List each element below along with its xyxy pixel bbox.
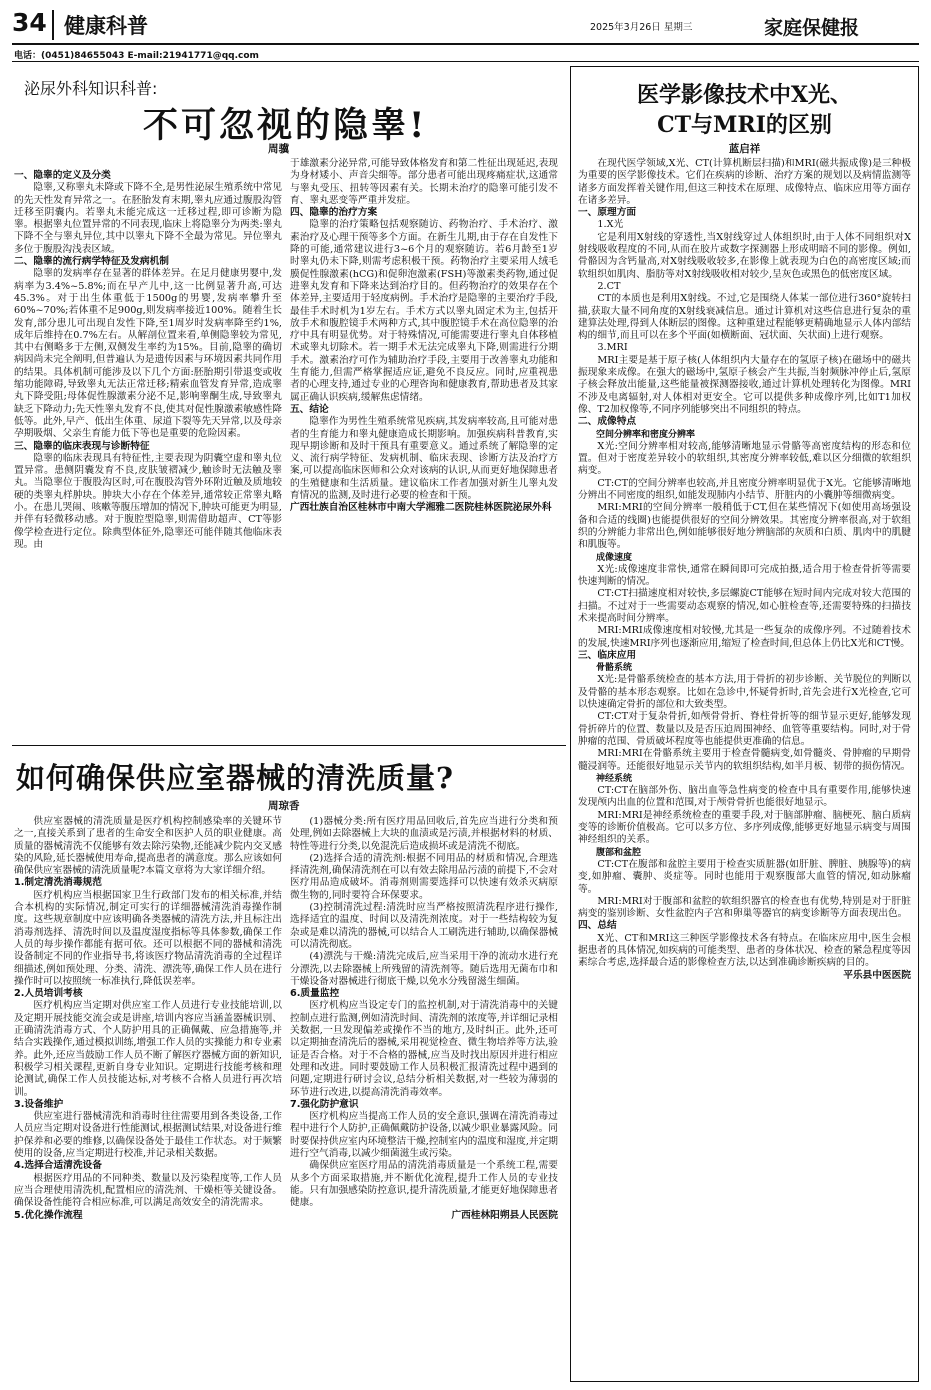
subsection-heading: 骨骼系统 (596, 663, 633, 674)
section-heading: 四、总结 (578, 920, 617, 932)
article2-author: 周琼香 (268, 800, 300, 812)
section-heading: 一、隐睾的定义及分类 (14, 170, 111, 181)
paragraph: 1.X光 (597, 219, 624, 231)
paragraph: CT:CT在脑部外伤、脑出血等急性病变的检查中具有重要作用,能够快速发现颅内出血的位置和范围,对于颅骨骨折也能很好地显示。 (578, 785, 911, 809)
subsection-heading: 神经系统 (596, 773, 633, 784)
paragraph: 供应室进行器械清洗和消毒时往往需要用到各类设备,工作人员应当定期对设备进行性能测试,根据测试结果,对设备进行维护保养和必要的维修,以确保设备处于最佳工作状态。对于频繁使用的设备,应当定期进行校准,并记录相关数据。 (14, 1111, 282, 1160)
article1-author: 周骥 (268, 143, 289, 155)
paragraph: CT:CT扫描速度相对较快,多层螺旋CT能够在短时间内完成对较大范围的扫描。不过对于一些需要动态观察的情况,如心脏检查等,还需要特殊的扫描技术来提高时间分辨率。 (578, 588, 911, 624)
article3-author: 蓝启祥 (728, 143, 761, 155)
paragraph: (3)控制清洗过程:清洗时应当严格按照清洗程序进行操作,选择适宜的温度、时间以及清洗剂浓度。对于一些结构较为复杂或是难以清洗的器械,可以结合人工刷洗进行辅助,以确保器械可以清洗彻底。 (290, 902, 558, 950)
paragraph: X光:是骨骼系统检查的基本方法,用于骨折的初步诊断、关节脱位的判断以及骨骼的基本形态观察。比如在急诊中,怀疑骨折时,首先会进行X光检查,它可以快速确定骨折的部位和大致类型。 (578, 674, 911, 711)
paragraph: MRI主要是基于原子核(人体组织内大量存在的氢原子核)在磁场中的磁共振现象来成像。在强大的磁场中,氢原子核会产生共振,当射频脉冲停止后,氢原子核会释放出能量,这些能量被探测器接收,通过计算机处理转化为图像。MRI不涉及电离辐射,对人体相对更安全。它可以提供多种成像序列,比如T1加权像、T2加权像等,不同序列能够突出不同组织的特点。 (578, 354, 911, 415)
paragraph: MRI:MRI是神经系统检查的重要手段,对于脑部肿瘤、脑梗死、脑白质病变等的诊断价值极高。它可以多方位、多序列成像,能够更好地显示病变与周围神经组织的关系。 (578, 809, 911, 846)
subsection-heading: 空间分辨率和密度分辨率 (596, 429, 696, 440)
paragraph: 隐睾的临床表现具有特征性,主要表现为阴囊空虚和睾丸位置异常。患侧阴囊发育不良,皮肤皱褶减少,触诊时无法触及睾丸。当隐睾位于腹股沟区时,可在腹股沟管外环附近触及质地较硬的类睾丸样肿块。肿块大小存在个体差异,通常较正常睾丸略小。在患儿哭闹、咳嗽等腹压增加的情况下,肿块可能更为明显,并伴有轻微移动感。对于腹腔型隐睾,则需借助超声、CT等影像学检查进行定位。除典型体征外,隐睾还可能伴随其他临床表现。由 (14, 452, 282, 550)
section-heading: 2.人员培训考核 (14, 988, 83, 1000)
author-affiliation: 广西壮族自治区桂林市中南大学湘雅二医院桂林医院泌尿外科 (290, 502, 552, 514)
section-title: 健康科普 (64, 14, 148, 38)
section-heading: 三、隐睾的临床表现与诊断特征 (14, 440, 150, 452)
section-heading: 4.选择合适清洗设备 (14, 1160, 102, 1172)
article3-body (578, 158, 911, 982)
paragraph: 隐睾的治疗策略包括观察随访、药物治疗、手术治疗、激素治疗及心理干预等多个方面。在新生儿期,由于存在自发性下降的可能,通常建议进行3~6个月的观察随访。若6月龄至1岁时睾丸仍未下降,则需考虑积极干预。药物治疗主要采用人绒毛膜促性腺激素(hCG)和促卵泡激素(FSH)等激素类药物,通过促进睾丸发育和下降来达到治疗目的。但药物治疗的效果存在个体差异,主要适用于轻度病例。手术治疗是隐睾的主要治疗手段,最佳手术时机为1岁左右。手术方式以睾丸固定术为主,包括开放手术和腹腔镜手术两种方式,其中腹腔镜手术在高位隐睾的治疗中具有明显优势。对于特殊情况,可能需要进行睾丸自体移植术或睾丸切除术。若一期手术无法完成睾丸下降,则需进行分期手术。激素治疗可作为辅助治疗手段,主要用于改善睾丸功能和生育能力,但需严格掌握适应证,避免不良反应。同时,应重视患者的心理支持,通过专业的心理咨询和健康教育,帮助患者及其家属正确认识疾病,缓解焦虑情绪。 (290, 219, 558, 403)
section-heading: 6.质量监控 (290, 988, 340, 1000)
section-heading: 一、原理方面 (578, 207, 637, 219)
paragraph: (1)器械分类:所有医疗用品回收后,首先应当进行分类和预处理,例如去除器械上大块的血渍或是污渍,并根据材料的材质、特性等进行分类,以免混洗后造成损坏或是清洗不彻底。 (290, 816, 558, 852)
paragraph: 在现代医学领域,X光、CT(计算机断层扫描)和MRI(磁共振成像)是三种极为重要的医学影像技术。它们在疾病的诊断、治疗方案的规划以及病情监测等诸多方面发挥着关键作用,但这三种技术在原理、成像特点、临床应用等方面存在诸多差异。 (578, 158, 911, 206)
paragraph: 医疗机构应当提高工作人员的安全意识,强调在清洗消毒过程中进行个人防护,正确佩戴防护设备,以减少职业暴露风险。同时要保持供应室内环境整洁干燥,控制室内的温度和湿度,并定期进行空气消毒,以减少细菌滋生或污染。 (290, 1111, 558, 1160)
section-heading: 二、隐睾的流行病学特征及发病机制 (14, 256, 169, 268)
section-heading: 三、临床应用 (578, 649, 637, 661)
issue-date: 2025年3月26日 星期三 (590, 22, 693, 33)
article1-kicker: 泌尿外科知识科普: (24, 79, 158, 98)
paragraph: 根据医疗用品的不同种类、数量以及污染程度等,工作人员应当合理使用清洗机,配置相应的清洗剂、干燥柜等关键设备。确保设备性能符合相应标准,可以满足高效安全的清洗需求。 (14, 1172, 282, 1209)
mid-rule (12, 745, 566, 746)
paper-name: 家庭保健报 (764, 17, 860, 39)
article2-column-1 (14, 816, 282, 1222)
section-heading: 二、成像特点 (578, 416, 637, 428)
paragraph: X光、CT和MRI这三种医学影像技术各有特点。在临床应用中,医生会根据患者的具体情况,如疾病的可能类型、患者的身体状况、检查的紧急程度等因素综合考虑,选择最合适的影像检查方法,以达到准确诊断疾病的目的。 (578, 932, 911, 969)
author-affiliation: 广西桂林阳朔县人民医院 (451, 1209, 558, 1221)
paragraph: MRI:MRI在骨骼系统主要用于检查骨髓病变,如骨髓炎、骨肿瘤的早期骨髓浸润等。还能很好地显示关节内的软组织结构,如半月板、韧带的损伤情况。 (578, 748, 911, 772)
paragraph: (4)漂洗与干燥:清洗完成后,应当采用干净的流动水进行充分漂洗,以去除器械上所残留的清洗剂等。随后选用无菌布巾和干燥设备对器械进行彻底干燥,以免水分残留滋生细菌。 (290, 951, 558, 987)
paragraph: 隐睾,又称睾丸未降或下降不全,是男性泌尿生殖系统中常见的先天性发育异常之一。在胚胎发育末期,睾丸应通过腹股沟管迁移至阴囊内。若睾丸未能完成这一迁移过程,即可诊断为隐睾。根据睾丸位置异常的不同表现,临床上将隐睾分为两类:睾丸下降不全与睾丸异位,其中以睾丸下降不全最为常见。异位睾丸多位于腹股沟浅表区域。 (14, 182, 282, 255)
article1-title: 不可忽视的隐睾! (143, 105, 428, 146)
paragraph: 隐睾作为男性生殖系统常见疾病,其发病率较高,且可能对患者的生育能力和睾丸健康造成长期影响。加强疾病科普教育,实现早期诊断和及时干预具有重要意义。通过系统了解隐睾的定义、流行病学特征、发病机制、临床表现、诊断方法及治疗方案,可以提高临床医师和公众对该病的认识,从而更好地保障患者的生殖健康和生活质量。建议临床工作者加强对新生儿睾丸发育情况的监测,及时进行必要的检查和干预。 (290, 416, 558, 502)
paragraph: MRI:MRI的空间分辨率一般稍低于CT,但在某些情况下(如使用高场强设备和合适的线圈)也能提供很好的空间分辨效果。其密度分辨率很高,对于软组织的分辨能力非常出色,例如能够很好地分辨脑部的灰质和白质、肌肉中的肌腱和肌腹等。 (578, 502, 911, 551)
paragraph: 2.CT (597, 280, 621, 292)
paragraph: 医疗机构应当定期对供应室工作人员进行专业技能培训,以及定期开展技能交流会或是讲座,培训内容应当涵盖器械识别、正确清洗消毒方式、个人防护用具的正确佩戴、应急措施等,并结合实践操作,通过模拟训练,增强工作人员的实操能力和专业素养。此外,还应当鼓励工作人员不断了解医疗器械方面的新知识,积极学习相关课程,更新自身专业知识。定期进行技能考核和理论测试,确保工作人员技能达标,对考核不合格人员进行再次培训。 (14, 1000, 282, 1098)
paragraph: MRI:MRI对于腹部和盆腔的软组织器官的检查也有优势,特别是对于肝脏病变的鉴别诊断、女性盆腔内子宫和卵巢等器官的病变诊断等方面表现出色。 (578, 895, 911, 920)
article2-title: 如何确保供应室器械的清洗质量? (16, 761, 454, 795)
header-rule (12, 43, 919, 45)
paragraph: 供应室器械的清洗质量是医疗机构控制感染率的关键环节之一,直接关系到了患者的生命安全和医护人员的职业健康。高质量的器械清洗不仅能够有效去除污染物,还能减少院内交叉感染的风险,延长器械使用寿命,提高患者的满意度。那么应该如何确保供应室器械的清洗质量呢?本篇文章将为大家详细介绍。 (14, 816, 282, 877)
paragraph: CT:CT对于复杂骨折,如颅骨骨折、脊柱骨折等的细节显示更好,能够发现骨折碎片的位置、数量以及是否压迫周围神经、血管等重要结构。同时,对于骨肿瘤的范围、骨质破坏程度等也能提供更准确的信息。 (578, 711, 911, 747)
paragraph: CT:CT在腹部和盆腔主要用于检查实质脏器(如肝脏、脾脏、胰腺等)的病变,如肿瘤、囊肿、炎症等。同时也能用于观察腹部大血管的情况,如动脉瘤等。 (578, 858, 911, 895)
paragraph: 医疗机构应当设定专门的监控机制,对于清洗消毒中的关键控制点进行监测,例如清洗时间、清洗剂的浓度等,并详细记录相关数据,一旦发现偏差或操作不当的地方,及时纠正。此外,还可以定期抽查清洗后的器械,采用视觉检查、微生物培养等方法,验证是否合格。对于不合格的器械,应当及时找出原因并进行相应处理和改进。同时要鼓励工作人员积极汇报清洗过程中遇到的问题,定期进行研讨会议,总结分析相关数据,对一些较为薄弱的环节进行改进,以提高清洗消毒效率。 (290, 1000, 558, 1098)
paragraph: 于雄激素分泌异常,可能导致体格发育和第二性征出现延迟,表现为身材矮小、声音尖细等。部分患者可能出现疼痛症状,这通常与睾丸受压、扭转等因素有关。长期未治疗的隐睾可能引发不育、睾丸恶变等严重并发症。 (290, 158, 558, 206)
paragraph: CT的本质也是利用X射线。不过,它是围绕人体某一部位进行360°旋转扫描,获取大量不同角度的X射线衰减信息。通过计算机对这些信息进行复杂的重建算法处理,得到人体断层的图像。这种重建过程能够更精确地显示人体内部结构的细节,而且可以在多个平面(如横断面、冠状面、矢状面)上进行观察。 (578, 293, 911, 342)
article3-title-line1: 医学影像技术中X光、 (636, 82, 853, 108)
section-heading: 1.制定清洗消毒规范 (14, 877, 102, 889)
paragraph: MRI:MRI成像速度相对较慢,尤其是一些复杂的成像序列。不过随着技术的发展,快速MRI序列也逐渐应用,缩短了检查时间,但总体上仍比X光和CT慢。 (578, 625, 911, 649)
paragraph: X光:成像速度非常快,通常在瞬间即可完成拍摄,适合用于检查骨折等需要快速判断的情况。 (578, 563, 911, 588)
subsection-heading: 成像速度 (596, 552, 633, 563)
paragraph: 3.MRI (597, 342, 628, 354)
section-heading: 3.设备维护 (14, 1098, 64, 1110)
paragraph: 医疗机构应当根据国家卫生行政部门发布的相关标准,并结合本机构的实际情况,制定可实行的详细器械清洗消毒操作制度。这些规章制度中应该明确各类器械的清洗方法,并且标注出消毒剂选择、清洗时间以及温度湿度指标等具体参数,确保工作人员的每步操作都能有据可依。还可以根据不同的器械和清洗设备制定不同的作业指导书,将该医疗物品清洗消毒的全过程详细描述,例如预处理、分类、清洗、漂洗等,确保工作人员在进行操作时可以按照统一标准执行,降低误差率。 (14, 889, 282, 987)
author-affiliation: 平乐县中医医院 (843, 969, 911, 981)
article2-column-2 (290, 816, 558, 1222)
article1-column-2 (290, 158, 558, 515)
paragraph: X光:空间分辨率相对较高,能够清晰地显示骨骼等高密度结构的形态和位置。但对于密度差异较小的软组织,其密度分辨率较低,难以区分细微的软组织病变。 (578, 440, 911, 477)
section-heading: 四、隐睾的治疗方案 (290, 207, 378, 219)
section-heading: 7.强化防护意识 (290, 1098, 359, 1110)
paragraph: CT:CT的空间分辨率也较高,并且密度分辨率明显优于X光。它能够清晰地分辨出不同密度的组织,如能发现肺内小结节、肝脏内的小囊肿等细微病变。 (578, 477, 911, 502)
subsection-heading: 腹部和盆腔 (596, 847, 642, 858)
section-heading: 五、结论 (290, 403, 329, 415)
section-heading: 5.优化操作流程 (14, 1209, 83, 1221)
paragraph: 确保供应室医疗用品的清洗消毒质量是一个系统工程,需要从多个方面采取措施,并不断优化流程,提升工作人员的专业技能。只有加强感染防控意识,提升清洗质量,才能更好地保障患者健康。 (290, 1160, 558, 1209)
contact-rule (12, 61, 919, 62)
article1-column-1 (14, 170, 282, 551)
article3-title-line2: CT与MRI的区别 (657, 112, 832, 138)
paragraph: (2)选择合适的清洗剂:根据不同用品的材质和情况,合理选择清洗剂,确保清洗剂在可以有效去除用品污渍的前提下,不会对医疗用品造成破坏。消毒剂则需要选择可以快速有效杀灭病原微生物的,同时要符合环保要求。 (290, 852, 558, 901)
contact-line: 电话：(0451)84655043 E-mail:21941771@qq.com (14, 51, 259, 61)
header-divider (52, 10, 54, 40)
paragraph: 隐睾的发病率存在显著的群体差异。在足月健康男婴中,发病率为3.4%~5.8%;而在早产儿中,这一比例显著升高,可达45.3%。对于出生体重低于1500g的男婴,发病率攀升至60%~70%;若体重不足900g,则发病率接近100%。随着生长发育,部分患儿可出现自发性下降,至1周岁时发病率降至约1%,成年后维持在0.7%左右。从解剖位置来看,单侧隐睾较为常见,其中右侧略多于左侧,双侧发生率约为15%。目前,隐睾的确切病因尚未完全阐明,但普遍认为是遗传因素与环境因素共同作用的结果。具体机制可能涉及以下几个方面:胚胎期引带退变或收缩功能障碍,导致睾丸无法正常迁移;精索血管发育异常,造成睾丸下降受阻;母体促性腺激素分泌不足,影响睾酮生成,导致睾丸缺乏下降动力;先天性睾丸发育不良,使其对促性腺激素敏感性降低等。此外,早产、低出生体重、尿道下裂等先天异常,以及母亲孕期吸烟、父亲生育能力低下等也是重要的危险因素。 (14, 268, 282, 440)
page-number: 34 (12, 8, 47, 37)
paragraph: 它是利用X射线的穿透性,当X射线穿过人体组织时,由于人体不同组织对X射线吸收程度的不同,从而在胶片或数字探测器上形成明暗不同的影像。例如,骨骼因为含钙量高,对X射线吸收较多,在影像上就表现为白色的高密度区域;而软组织如肌肉、脂肪等对X射线吸收相对较少,呈灰色或黑色的低密度区域。 (578, 231, 911, 280)
